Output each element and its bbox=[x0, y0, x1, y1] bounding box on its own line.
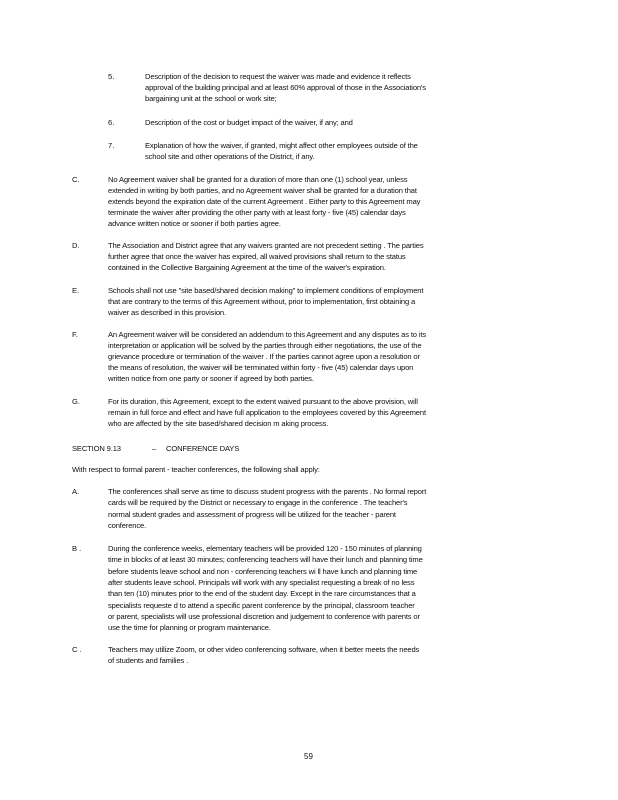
item-line: terminate the waiver after providing the other party with at least forty - five (45) calendar days bbox=[108, 208, 406, 217]
item-line: For its duration, this Agreement, except to the extent waived pursuant to the above provision, will bbox=[108, 397, 418, 406]
item-line: No Agreement waiver shall be granted for a duration of more than one (1) school year, unless bbox=[108, 175, 408, 184]
item-line: Teachers may utilize Zoom, or other video conferencing software, when it better meets the needs bbox=[108, 645, 420, 654]
section-intro: With respect to formal parent - teacher conferences, the following shall apply: bbox=[72, 465, 320, 474]
item-line: The Association and District agree that any waivers granted are not precedent setting . The parties bbox=[108, 241, 424, 250]
item-line: contained in the Collective Bargaining Agreement at the time of the waiver's expiration. bbox=[108, 263, 386, 272]
item-line: before students leave school and non - conferencing teachers wi ll have lunch and planning time bbox=[108, 566, 418, 576]
item-marker: 5. bbox=[108, 72, 115, 81]
item-line: written notice from one party or sooner if agreed by both parties. bbox=[108, 374, 314, 383]
item-line: extends beyond the expiration date of the current Agreement . Either party to this Agreement may bbox=[108, 197, 421, 206]
section-dash: – bbox=[152, 444, 157, 453]
item-line: or parent, specialists will use professional discretion and judgement to conference with parents or bbox=[108, 611, 420, 621]
item-line: Schools shall not use "site based/shared decision making" to implement conditions of employment bbox=[108, 286, 424, 295]
item-marker: 6. bbox=[108, 118, 115, 127]
item-line: cards will be required by the District or necessary to engage in the conference . The teacher's bbox=[108, 498, 408, 508]
item-line: after students leave school. Principals will work with any specialist requesting a break of no less bbox=[108, 577, 415, 587]
item-line: bargaining unit at the school or work site; bbox=[145, 94, 277, 103]
item-marker: C. bbox=[72, 175, 80, 184]
section-title: CONFERENCE DAYS bbox=[166, 444, 240, 453]
item-line: Description of the cost or budget impact of the waiver, if any; and bbox=[145, 118, 353, 127]
item-line: specialists requeste d to attend a specific parent conference by the principal, classroom teacher bbox=[108, 600, 415, 610]
section-number: SECTION 9.13 bbox=[72, 444, 121, 453]
item-line: extended in writing by both parties, and no Agreement waiver shall be granted for a duration that bbox=[108, 186, 417, 195]
item-line: that are contrary to the terms of this Agreement without, prior to implementation, first obtaining a bbox=[108, 297, 416, 306]
item-line: further agree that once the waiver has expired, all waived provisions shall return to the status bbox=[108, 252, 406, 261]
item-line: the means of resolution, the waiver will be terminated within forty - five (45) calendar days upon bbox=[108, 363, 414, 372]
item-line: school site and other operations of the District, if any. bbox=[145, 152, 315, 161]
item-line: An Agreement waiver will be considered an addendum to this Agreement and any disputes as to its bbox=[108, 330, 426, 339]
page-number: 59 bbox=[304, 752, 313, 761]
item-line: interpretation or application will be solved by the parties through either negotiations, the use of the bbox=[108, 341, 422, 350]
item-marker: E. bbox=[72, 286, 80, 295]
item-line: advance written notice or sooner if both parties agree. bbox=[108, 219, 281, 228]
item-marker: A. bbox=[72, 487, 80, 496]
item-line: time in blocks of at least 30 minutes; conferencing teachers will have their lunch and planning time bbox=[108, 555, 423, 565]
item-marker: B . bbox=[72, 544, 82, 553]
item-line: use the time for planning or program maintenance. bbox=[108, 623, 271, 633]
item-line: During the conference weeks, elementary teachers will be provided 120 - 150 minutes of planning bbox=[108, 544, 422, 553]
item-line: grievance procedure or termination of the waiver . If the parties cannot agree upon a resolution or bbox=[108, 352, 420, 361]
item-line: The conferences shall serve as time to discuss student progress with the parents . No formal report bbox=[108, 487, 427, 496]
item-line: than ten (10) minutes prior to the end of the student day. Except in the rare circumstances that a bbox=[108, 589, 416, 599]
item-line: waiver as described in this provision. bbox=[108, 308, 226, 317]
item-marker: G. bbox=[72, 397, 81, 406]
item-line: approval of the building principal and at least 60% approval of those in the Association's bbox=[145, 83, 426, 92]
item-line: of students and families . bbox=[108, 656, 189, 666]
item-line: Description of the decision to request the waiver was made and evidence it reflects bbox=[145, 72, 411, 81]
item-line: who are affected by the site based/shared decision m aking process. bbox=[108, 419, 329, 428]
item-line: normal student grades and assessment of progress will be utilized for the teacher - parent bbox=[108, 509, 396, 519]
item-marker: F. bbox=[72, 330, 78, 339]
item-line: remain in full force and effect and have full application to the employees covered by this Agreement bbox=[108, 408, 426, 417]
item-marker: D. bbox=[72, 241, 80, 250]
item-line: conference. bbox=[108, 520, 147, 530]
item-marker: 7. bbox=[108, 141, 115, 150]
item-marker: C . bbox=[72, 645, 82, 654]
item-line: Explanation of how the waiver, if granted, might affect other employees outside of the bbox=[145, 141, 418, 150]
